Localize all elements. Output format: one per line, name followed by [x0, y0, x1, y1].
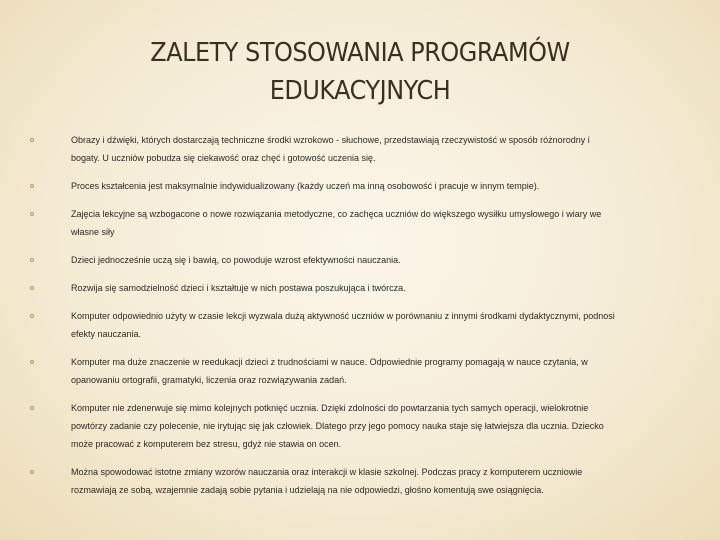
bullet-item-2 — [30, 177, 620, 195]
bullet-item-9 — [30, 463, 620, 499]
bullet-item-7 — [30, 353, 620, 389]
bullet-circle-icon — [30, 360, 34, 364]
bullet-text: Dzieci jednocześnie uczą się i bawią, co powoduje wzrost efektywności nauczania. — [71, 255, 401, 265]
bullet-item-8 — [30, 399, 620, 453]
bullet-text: Obrazy i dźwięki, których dostarczają techniczne środki wzrokowo - słuchowe, przedstawiają rzeczywistość w sposób różnorodny i bogaty. U uczniów pobudza się ciekawość oraz chęć i gotowość uczenia się. — [71, 135, 590, 163]
bullet-circle-icon — [30, 470, 34, 474]
slide-title — [84, 34, 636, 110]
bullet-item-6 — [30, 307, 620, 343]
bullet-circle-icon — [30, 184, 34, 188]
bullet-text: Komputer ma duże znaczenie w reedukacji dzieci z trudnościami w nauce. Odpowiednie programy pomagają w nauce czytania, w opanowaniu ortografii, gramatyki, liczenia oraz rozwiązywania zadań. — [71, 357, 588, 385]
bullet-list — [30, 131, 620, 509]
bullet-text: Komputer nie zdenerwuje się mimo kolejnych potknięć ucznia. Dzięki zdolności do powtarzania tych samych operacji, wielokrotnie powtórzy zadanie czy polecenie, nie irytując się jak człowiek. Dlatego przy jego pomocy nauka staje się łatwiejsza dla ucznia. Dziecko może pracować z komputerem bez stresu, gdyż nie stawia on ocen. — [71, 403, 604, 449]
bullet-circle-icon — [30, 406, 34, 410]
bullet-text: Proces kształcenia jest maksymalnie indywidualizowany (każdy uczeń ma inną osobowość i pracuje w innym tempie). — [71, 181, 540, 191]
slide-title-line-1: ZALETY STOSOWANIA PROGRAMÓW — [150, 38, 570, 68]
bullet-text: Komputer odpowiednio użyty w czasie lekcji wyzwala dużą aktywność uczniów w porównaniu z innymi środkami dydaktycznymi, podnosi efekty nauczania. — [71, 311, 615, 339]
bullet-item-3 — [30, 205, 620, 241]
bullet-circle-icon — [30, 314, 34, 318]
bullet-item-4 — [30, 251, 620, 269]
bullet-circle-icon — [30, 212, 34, 216]
bullet-item-1 — [30, 131, 620, 167]
bullet-circle-icon — [30, 286, 34, 290]
bullet-item-5 — [30, 279, 620, 297]
bullet-text: Zajęcia lekcyjne są wzbogacone o nowe rozwiązania metodyczne, co zachęca uczniów do większego wysiłku umysłowego i wiary we własne siły — [71, 209, 602, 237]
bullet-text: Rozwija się samodzielność dzieci i kształtuje w nich postawa poszukująca i twórcza. — [71, 283, 406, 293]
slide-title-line-2: EDUKACYJNYCH — [269, 76, 451, 106]
bullet-text: Można spowodować istotne zmiany wzorów nauczania oraz interakcji w klasie szkolnej. Podczas pracy z komputerem uczniowie rozmawiają ze sobą, wzajemnie zadają sobie pytania i udzielają na nie odpowiedzi, głośno komentują swe osiągnięcia. — [71, 467, 583, 495]
bullet-circle-icon — [30, 258, 34, 262]
bullet-circle-icon — [30, 138, 34, 142]
